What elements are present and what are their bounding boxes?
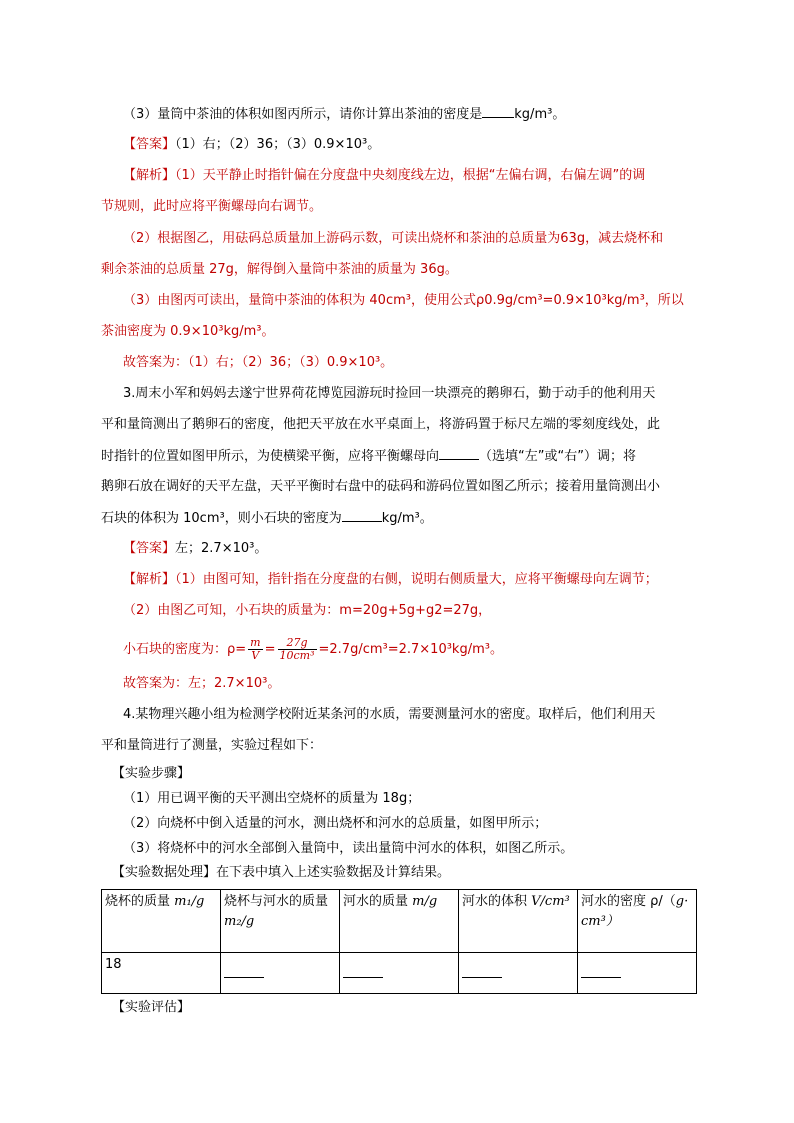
q3-line2: 平和量筒测出了鹅卵石的密度，他把天平放在水平桌面上，将游码置于标尺左端的零刻度线处，此	[101, 417, 661, 432]
answer-blank[interactable]	[439, 446, 479, 460]
q2-analysis-p1b: 节规则，此时应将平衡螺母向右调节。	[101, 199, 323, 214]
q2-analysis-p2b: 剩余茶油的总质量 27g，解得倒入量筒中茶油的质量为 36g。	[101, 262, 458, 277]
q3-analysis-p2: （2）由图乙可知，小石块的质量为：m=20g+5g+g2=27g，	[123, 603, 492, 618]
q4-data-heading: 【实验数据处理】在下表中填入上述实验数据及计算结果。	[112, 865, 451, 880]
q3-line5: 石块的体积为 10cm³，则小石块的密度为 kg/m³。	[101, 508, 433, 529]
table-header-cell: 河水的体积 V/cm³	[459, 890, 578, 953]
table-cell	[221, 953, 340, 994]
answer-blank[interactable]	[342, 508, 382, 522]
answer-blank[interactable]	[462, 963, 502, 978]
q4-step2: （2）向烧杯中倒入适量的河水，测出烧杯和河水的总质量，如图甲所示；	[123, 816, 548, 831]
q4-steps-heading: 【实验步骤】	[112, 766, 191, 781]
q2-conclusion: 故答案为：（1）右；（2）36；（3）0.9×10³。	[123, 355, 394, 370]
table-row	[102, 953, 697, 994]
q4-step3: （3）将烧杯中的河水全部倒入量筒中，读出量筒中河水的体积，如图乙所示。	[123, 841, 574, 856]
q2-analysis-p3b: 茶油密度为 0.9×10³kg/m³。	[101, 324, 275, 339]
table-cell: 18	[102, 953, 221, 994]
q4-line1: 4.某物理兴趣小组为检测学校附近某条河的水质，需要测量河水的密度。取样后，他们利用天	[123, 707, 656, 722]
table-header-row	[102, 890, 697, 953]
table-header-cell: 河水的密度 ρ/（g· cm³）	[578, 890, 697, 953]
table-header-cell: 河水的质量 m/g	[340, 890, 459, 953]
q3-answer: 【答案】左；2.7×10³。	[123, 541, 268, 556]
q2-analysis-p2: （2）根据图乙，用砝码总质量加上游码示数，可读出烧杯和茶油的总质量为63g，减去烧杯和	[123, 231, 664, 246]
q2-sub3: （3）量筒中茶油的体积如图丙所示，请你计算出茶油的密度是 kg/m³。	[123, 104, 565, 125]
answer-blank[interactable]	[343, 963, 383, 978]
table-cell	[340, 953, 459, 994]
answer-blank[interactable]	[581, 963, 621, 978]
answer-blank[interactable]	[224, 963, 264, 978]
q4-eval-heading: 【实验评估】	[112, 1000, 191, 1015]
table-header-cell: 烧杯的质量 m₁/g	[102, 890, 221, 953]
q3-line3: 时指针的位置如图甲所示，为使横梁平衡，应将平衡螺母向 （选填“左”或“右”）调；将	[101, 446, 636, 467]
q2-analysis-p3: （3）由图丙可读出，量筒中茶油的体积为 40cm³，使用公式ρ0.9g/cm³=0.9×10³kg/m³，所以	[123, 293, 684, 308]
q3-analysis-p3: 小石块的密度为：ρ= $\frac{m}{V}$ = $\frac{27g}{\text{10cm³}}$ =2.7g/cm³=2.7×10³kg/m³。	[123, 636, 503, 662]
answer-blank[interactable]	[482, 104, 514, 118]
table-cell	[578, 953, 697, 994]
q4-step1: （1）用已调平衡的天平测出空烧杯的质量为 18g；	[123, 791, 421, 806]
q3-analysis-p1: 【解析】（1）由图可知，指针指在分度盘的右侧，说明右侧质量大，应将平衡螺母向左调节；	[123, 572, 658, 587]
fraction-m-over-v: $\frac{m}{V}$	[250, 636, 261, 662]
q3-line1: 3.周末小军和妈妈去遂宁世界荷花博览园游玩时捡回一块漂亮的鹅卵石，勤于动手的他利用天	[123, 386, 656, 401]
q2-answer: 【答案】（1）右；（2）36；（3）0.9×10³。	[123, 137, 381, 152]
fraction-27g-over-10cm3: $\frac{27g}{\text{10cm³}}$	[279, 636, 315, 662]
q4-line2: 平和量筒进行了测量，实验过程如下：	[101, 738, 323, 753]
table-cell	[459, 953, 578, 994]
data-table	[101, 889, 697, 994]
q2-analysis-p1: 【解析】（1）天平静止时指针偏在分度盘中央刻度线左边，根据“左偏右调，右偏左调”的调	[123, 168, 646, 183]
q3-line4: 鹅卵石放在调好的天平左盘，天平平衡时右盘中的砝码和游码位置如图乙所示；接着用量筒测出小	[101, 479, 661, 494]
q3-conclusion: 故答案为：左；2.7×10³。	[123, 676, 281, 691]
table-header-cell: 烧杯与河水的质量 m₂/g	[221, 890, 340, 953]
